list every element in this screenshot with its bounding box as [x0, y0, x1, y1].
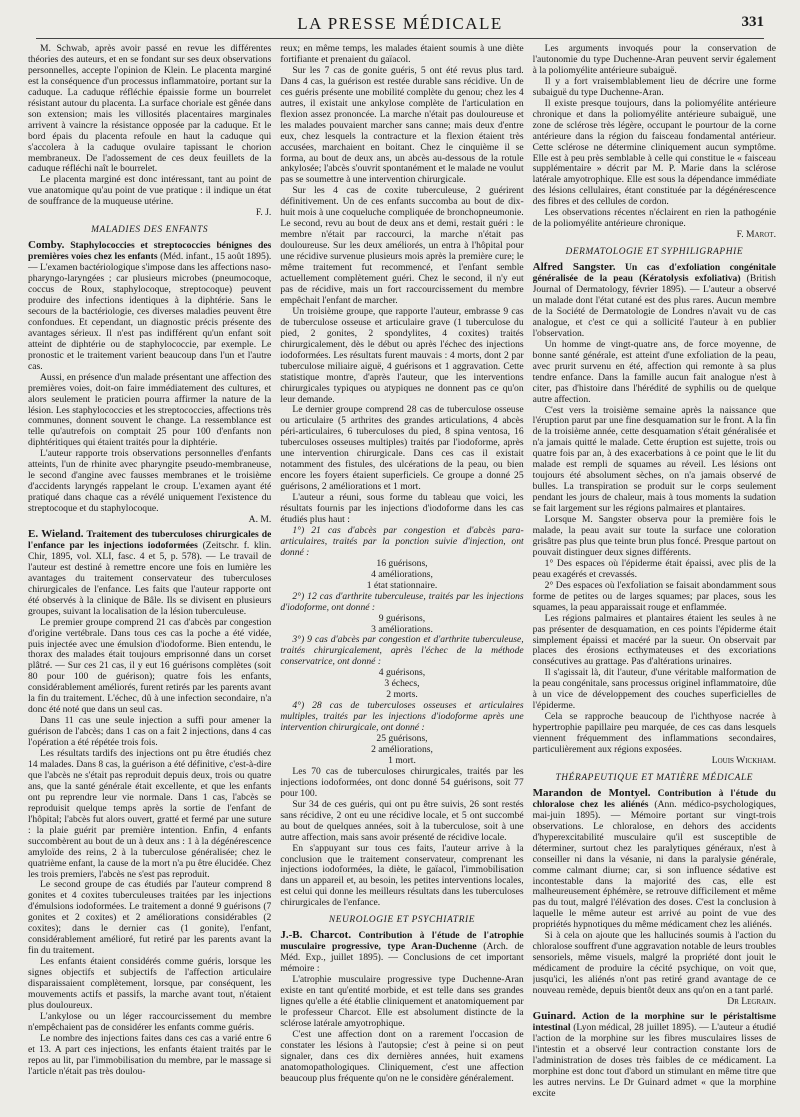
article-body: (Ann. médico-psychologiques, mai-juin 1895). — Mémoire portant sur vingt-trois observations. Le chloralose, en dehors des accidents d'hyperexcitabilité musculaire qu'il est susceptible de déterminer, surtout chez les paralytiques généraux, n'est à conseiller ni dans la vésanie, ni dans la paralysie générale, comme calmant diurne; car, si son influence sédative est incontestable dans la majorité des cas, elle est malheureusement éphémère, se retrouve difficilement et même pas du tout, malgré l'élévation des doses. C'est la conclusion à laquelle le même auteur est arrivé au point de vue des propriétés hypnotiques du même médicament chez les aliénés. — [532, 798, 776, 931]
paragraph: Les arguments invoqués pour la conservation de l'autonomie du type Duchenne-Aran peuvent servir également à la poliomyélite antérieure subaiguë. — [532, 44, 776, 76]
section-heading: DERMATOLOGIE ET SYPHILIGRAPHIE — [565, 247, 744, 258]
article-title: Action de la morphine sur le péristaltisme intestinal — [532, 1010, 776, 1033]
article-lead — [280, 930, 523, 975]
list-result: 1 mort. — [388, 754, 416, 766]
paragraph: Les enfants étaient considérés comme guéris, lorsque les signes objectifs et subjectifs de l'affection articulaire disparaissaient complètement, lorsque, par conséquent, les mouvements actifs et passifs, la marche avant tout, n'étaient plus douloureux. — [28, 956, 272, 1011]
paragraph: Dans 11 cas une seule injection a suffi pour amener la guérison de l'abcès; dans 1 cas on a fait 2 injections, dans 4 cas l'opération a été répétée trois fois. — [28, 715, 272, 749]
paragraph: Un homme de vingt-quatre ans, de force moyenne, de bonne santé générale, est atteint d'une exfoliation de la peau, avec prurit survenu en été, affection qui remonte à sa plus tendre enfance. Dans la famille aucun fait analogue n'est à citer, pas d'histoire dans l'hérédité de syphilis ou de quelque autre affection. — [532, 338, 776, 405]
journal-title: LA PRESSE MÉDICALE — [297, 14, 503, 33]
paragraph: 2° Des espaces où l'exfoliation se faisait abondamment sous forme de petites ou de larges squames; par places, sous les squames, la peau apparaissait rouge et enflammée. — [532, 579, 776, 613]
article-title: Staphylococcies et streptococcies bénignes des premières voies chez les enfants — [28, 240, 272, 263]
section-heading: THÉRAPEUTIQUE ET MATIÈRE MÉDICALE — [555, 772, 754, 783]
list-item-text: 2°) 12 cas d'arthrite tuberculeuse, traités par les injections d'iodoforme, ont donné : — [280, 590, 524, 613]
paragraph: Cela se rapproche beaucoup de l'ichthyose nacrée à hypertrophie papillaire peu marquée, de ces cas dans lesquels viennent fréquemment des inflammations secondaires, particulièrement aux régions exposées. — [532, 711, 776, 756]
list-item-text: 3°) 9 cas d'abcès par congestion et d'arthrite tuberculeuse, traités chirurgicalement, après l'échec de la méthode conservatrice, ont donné : — [280, 634, 524, 668]
paragraph: Un troisième groupe, que rapporte l'auteur, embrasse 9 cas de tuberculose osseuse et articulaire grave (1 tuberculose du pied, 2 gonites, 2 spondylites, 4 coxites) traités chirurgicalement, dès le début ou après l'échec des injections iodoformées. Les résultats furent mauvais : 4 morts, dont 2 par tuberculose miliaire aiguë, 4 guérisons et 1 aggravation. Cette statistique montre, d'après l'auteur, que les interventions chirurgicales typiques ou atypiques ne donnent pas ce qu'on leur demande. — [280, 305, 524, 405]
article-lead — [533, 1011, 776, 1100]
list-result: 4 améliorations, — [371, 568, 433, 580]
article-lead — [28, 529, 271, 618]
list-result: 4 guérisons, — [378, 667, 426, 679]
paragraph: Il s'agissait là, dit l'auteur, d'une véritable malformation de la peau congénitale, sans processus originel inflammatoire, dûe à un vice de développement des couches superficielles de l'épiderme. — [532, 667, 776, 712]
paragraph: Le placenta marginé est donc intéressant, tant au point de vue anatomique qu'au point de vue pratique : il indique un état de souffrance de la muqueuse utérine. — [28, 174, 272, 208]
paragraph: Aussi, en présence d'un malade présentant une affection des premières voies, doit-on faire immédiatement des cultures, et alors seulement le praticien pourra affirmer la nature de la lésion. Les staphylococcies et les streptococcies, affections très communes, donnent souvent le change. La ressemblance est telle qu'autrefois on comptait 25 pour 100 d'enfants non diphtéritiques qui étaient traités pour la diphtérie. — [28, 371, 272, 449]
list-item — [280, 592, 523, 614]
article-body: (Arch. de Méd. Exp., juillet 1895). — Conclusions de cet important mémoire : — [280, 941, 524, 975]
paragraph: 1° Des espaces où l'épiderme était épaissi, avec plis de la peau exagérés et crevassés. — [532, 557, 776, 580]
signature: A. M. — [248, 514, 272, 526]
list-result: 2 améliorations, — [371, 744, 433, 755]
paragraph: Le premier groupe comprend 21 cas d'abcès par congestion d'origine vertébrale. Dans tous ces cas la poche a été vidée, puis injectée avec une émulsion d'iodoforme. Bien entendu, le thorax des malades était toujours emprisonné dans un corset plâtré. — Sur ces 21 cas, il y eut 16 guérisons complètes (soit 80 pour 100 de guérison); quatre fois les enfants, considérablement améliorés, furent retirés par les parents avant la fin du traitement. L'échec, dû à une infection secondaire, n'a donc été noté que dans un seul cas. — [28, 616, 272, 716]
list-result: 25 guérisons, — [376, 733, 428, 745]
paragraph: C'est une affection dont on a rarement l'occasion de constater les lésions à l'autopsie; c'est à peine si on peut signaler, dans ces dix dernières années, huit examens anatomopathologiques. Cliniquement, c'est une affection beaucoup plus fréquente qu'on ne le considère généralement. — [280, 1028, 524, 1084]
article-body: (British Journal of Dermatology, février 1895). — L'auteur a observé un malade dont l'état cutané est des plus rares. Aucun membre de la Société de Dermatologie de Londres n'avait vu de cas analogue, et c'est ce qui a sollicité l'auteur à en publier l'observation. — [532, 273, 776, 339]
paragraph: Les observations récentes n'éclairent en rien la pathogénie de la poliomyélite antérieure chronique. — [532, 207, 776, 230]
section-heading: MALADIES DES ENFANTS — [91, 225, 209, 236]
list-item-text: 4°) 28 cas de tuberculoses osseuses et articulaires multiples, traités par les injections d'iodoforme après une intervention chirurgicale, ont donné : — [280, 700, 524, 734]
signature: F. J. — [255, 207, 272, 219]
paragraph: Le second groupe de cas étudiés par l'auteur comprend 8 gonites et 4 coxites tuberculeuses traitées par les injections d'émulsions iodoformées. Le traitement a donné 9 guérisons (7 gonites et 2 coxites) et 2 améliorations considérables (2 coxites); dans le dernier cas (1 gonite), l'enfant, considérablement amélioré, fut retiré par les parents avant la fin du traitement. — [28, 879, 272, 957]
paragraph: Les 70 cas de tuberculoses chirurgicales, traités par les injections iodoformées, ont donc donné 54 guérisons, soit 77 pour 100. — [280, 765, 524, 799]
article-body: (Lyon médical, 28 juillet 1895). — L'auteur a étudié l'action de la morphine sur les fibres musculaires lisses de l'intestin et a observé leur contraction constante lors de l'administration de doses très faibles de ce médicament. La morphine est donc tout d'abord un stimulant en même titre que les autres nervins. Le Dr Guinard admet « que la morphine excite — [532, 1021, 776, 1099]
article-title: Un cas d'exfoliation congénitale généralisée de la peau (Kératolysis exfoliativa) — [532, 262, 776, 285]
article-author: E. Wieland. — [28, 527, 84, 540]
list-result: 2 morts. — [386, 689, 418, 701]
paragraph: Si à cela on ajoute que les hallucinés soumis à l'action du chloralose souffrent d'une aggravation notable de leurs troubles sensoriels, même visuels, malgré la propriété dont jouit le médicament de produire la cécité psychique, on voit que, jusqu'ici, les aliénés n'ont pas retiré grand avantage de ce nouveau remède, depuis bientôt deux ans qu'on en a tant parlé. — [532, 930, 776, 997]
article-lead — [533, 788, 776, 931]
article-title: Contribution à l'étude du chloralose chez les aliénés — [532, 787, 776, 810]
article-author: Comby. — [28, 239, 65, 252]
article-body: (Méd. infant., 15 août 1895). — L'examen bactériologique s'impose dans les affections naso-pharyngo-laryngées ; car plusieurs microbes (pneumocoque, coccus de Roux, staphylocoque, streptocoque) peuvent produire des infections identiques à la diphtérie. Sans le secours de la bactériologie, ces diverses maladies peuvent être confondues. Et cependant, un diagnostic précis présente des avantages sérieux. Il n'est pas indifférent qu'un enfant soit atteint de diphtérie ou de staphylococcie, par exemple. Le pronostic et le traitement varient beaucoup dans l'un et l'autre cas. — [28, 251, 272, 372]
signature: F. Marot. — [736, 229, 776, 241]
paragraph: reux; en même temps, les malades étaient soumis à une diète fortifiante et prenaient du gaïacol. — [280, 44, 524, 65]
list-result: 3 échecs, — [384, 678, 420, 690]
paragraph: L'ankylose ou un léger raccourcissement du membre n'empêchaient pas de considérer les enfants comme guéris. — [28, 1010, 272, 1033]
column-3 — [533, 44, 776, 1109]
paragraph: L'atrophie musculaire progressive type Duchenne-Aran existe en tant qu'entité morbide, et est telle dans ses grandes lignes qu'elle a été établie cliniquement et anatomiquement par le professeur Charcot. Elle est absolument distincte de la sclérose latérale amyotrophique. — [280, 974, 524, 1029]
article-title: Traitement des tuberculoses chirurgicales de l'enfance par les injections iodoformées — [28, 528, 272, 551]
list-item — [280, 526, 523, 559]
column-2 — [280, 44, 523, 1109]
list-item — [280, 701, 523, 734]
paragraph: Le nombre des injections faites dans ces cas a varié entre 6 et 13. A part ces injections, les enfants étaient traités par le repos au lit, par l'immobilisation du membre, par le massage si l'article n'était pas très doulou- — [28, 1032, 272, 1077]
paragraph: Lorsque M. Sangster observa pour la première fois le malade, la peau avait sur toute la surface une coloration grisâtre pas plus que teinte brun plus foncé. Presque partout on pouvait distinguer deux signes différents. — [532, 514, 776, 558]
signature: Dr Legrain. — [727, 996, 776, 1008]
article-lead — [533, 262, 776, 340]
list-result: 1 état stationnaire. — [366, 579, 438, 591]
page-header — [36, 12, 764, 39]
paragraph: Il y a fort vraisemblablement lieu de décrire une forme subaiguë du type Duchenne-Aran. — [532, 75, 776, 98]
article-title: Contribution à l'étude de l'atrophie musculaire progressive, type Aran-Duchenne — [280, 930, 524, 953]
paragraph: M. Schwab, après avoir passé en revue les différentes théories des auteurs, et en se fondant sur ses deux observations personnelles, accepte l'opinion de Klein. Le placenta marginé est la conséquence d'un processus inflammatoire, portant sur la caduque. La caduque réfléchie épaissie forme un bourrelet résistant autour du placenta. La surface choriale est gênée dans son extension; mais les villosités placentaires marginales arrivent à vaincre la résistance opposée par la caduque. Et le bord épais du placenta refoule en haut la caduque qui s'accolera à la caduque ovulaire tapissant le chorion membraneux. De l'adossement de ces deux feuillets de la caduque réfléchi naît le bourrelet. — [28, 44, 272, 175]
paragraph: En s'appuyant sur tous ces faits, l'auteur arrive à la conclusion que le traitement conservateur, comprenant les injections iodoformées, la diète, le gaïacol, l'immobilisation dans un appareil et, au besoin, les petites interventions locales, est celui qui donne les meilleurs résultats dans les tuberculoses chirurgicales de l'enfance. — [280, 842, 524, 909]
list-result: 3 améliorations. — [371, 623, 433, 635]
article-author: Guinard. — [532, 1009, 576, 1022]
paragraph: L'auteur rapporte trois observations personnelles d'enfants atteints, l'un de rhinite avec pharyngite pseudo-membraneuse, le second d'angine avec fausses membranes et le troisième d'accidents laryngés rappelant le croup. L'examen ayant été pratiqué dans chaque cas a révélé uniquement l'existence du streptocoque et du staphylocoque. — [28, 448, 272, 515]
article-author: Alfred Sangster. — [532, 261, 616, 274]
article-body: (Zeitschr. f. klin. Chir, 1895, vol. XLI, fasc. 4 et 5, p. 578). — Le travail de l'auteur est destiné à remettre encore une fois en lumière les avantages du traitement conservateur des tuberculoses chirurgicales de l'enfance. Les faits que l'auteur rapporte ont été observés à la clinique de Bâle. Ils se divisent en plusieurs groupes, suivant la localisation de la lésion tuberculeuse. — [28, 539, 272, 617]
section-heading: NEUROLOGIE ET PSYCHIATRIE — [328, 915, 476, 926]
list-result: 16 guérisons, — [376, 557, 428, 569]
paragraph: Sur les 7 cas de gonite guéris, 5 ont été revus plus tard. Dans 4 cas, la guérison est restée durable sans récidive. Un de ces guéris présente une mobilité complète du genou; chez les 4 autres, il existait une ankylose complète de l'articulation en flexion assez prononcée. La marche n'était pas douloureuse et les malades pouvaient marcher sans canne; mais deux d'entre eux, chez lesquels la contracture et la flexion étaient très accusées, marchaient en boitant. Chez le cinquième il se forma, au bout de deux ans, un abcès au-dessous de la rotule ankylosée; l'abcès s'ouvrit spontanément et le malade ne voulut pas se soumettre à une intervention chirurgicale. — [280, 64, 524, 186]
article-author: J.-B. Charcot. — [280, 929, 352, 942]
paragraph: Les régions palmaires et plantaires étaient les seules à ne pas présenter de desquamation, en ces points l'épiderme était simplement épaissi et macéré par la sueur. On observait par places des érosions ecthymateuses et des excoriations consécutives au grattage. Pas d'altérations urinaires. — [532, 612, 776, 668]
article-author: Marandon de Montyel. — [532, 786, 651, 799]
paragraph: Sur les 4 cas de coxite tuberculeuse, 2 guérirent définitivement. Un de ces enfants succomba au bout de dix-huit mois à une coqueluche compliquée de bronchopneumonie. Le second, revu au bout de deux ans et demi, restait guéri : le membre n'était par raccourci, la marche n'était pas douloureuse. Sur les deux améliorés, un entra à l'hôpital pour une récidive survenue plusieurs mois après la première cure; le même traitement fut recommencé, et l'enfant semble actuellement complètement guéri. Chez le second, il n'y eut pas de récidive, mais un fort raccourcissement du membre empêchait l'enfant de marcher. — [280, 185, 524, 306]
page-number: 331 — [741, 14, 764, 30]
paragraph: Les résultats tardifs des injections ont pu être étudiés chez 14 malades. Dans 8 cas, la guérison a été définitive, c'est-à-dire que l'abcès ne s'était pas reproduit depuis deux, trois ou quatre ans, que la santé générale était excellente, et que les enfants ont pu reprendre leur vie normale. Dans 1 cas, l'abcès se reproduisit quelque temps après la sortie de l'enfant de l'hôpital; l'abcès fut alors ouvert, gratté et fermé par une suture : la plaie guérit par première intention. Enfin, 4 enfants succombèrent au bout de un à deux ans : 1 à la dégénérescence amyloïde des reins, 2 à la tuberculose généralisée; chez le quatrième enfant, la cause de la mort n'a pu être élucidée. Chez les trois premiers, l'abcès ne s'est pas reproduit. — [28, 748, 272, 880]
paragraph: Le dernier groupe comprend 28 cas de tuberculose osseuse ou articulaire (5 arthrites des grandes articulations, 4 abcès péri-articulaires, 6 tuberculoses du pied, 8 spina ventosa, 16 tuberculoses osseuses multiples) traités par l'iodoforme, après une intervention chirurgicale. Dans ces cas il existait notamment des fistules, des ulcérations de la peau, ou bien encore les foyers étaient superficiels. Ce groupe a donné 25 guérisons, 2 améliorations et 1 mort. — [280, 404, 524, 493]
article-columns — [28, 44, 776, 1109]
list-item — [280, 635, 523, 668]
paragraph: C'est vers la troisième semaine après la naissance que l'éruption parut par une fine desquamation sur le front. A la fin de la troisième année, cette desquamation s'était généralisée et n'a jamais quitté le malade. Cette éruption est sujette, trois ou quatre fois par an, à des exacerbations à ce point que le lit du malade est rempli de squames au réveil. Les lésions ont toujours été absolument sèches, on n'a jamais observé de bulles. La transpiration se produit sur le corps seulement pendant les jours de chaleur, mais à tous moments la sudation se fait largement sur les régions palmaires et plantaires. — [532, 404, 776, 515]
list-item-text: 1°) 21 cas d'abcès par congestion et d'abcès para-articulaires, traités par la ponction suivie d'injection, ont donné : — [280, 524, 524, 558]
column-1 — [28, 44, 271, 1109]
signature: Louis Wickham. — [711, 755, 776, 766]
article-lead — [28, 240, 271, 372]
paragraph: Il existe presque toujours, dans la poliomyélite antérieure chronique et dans la poliomyélite antérieure subaiguë, une zone de sclérose très légère, occupant le pourtour de la corne antérieure dans la région du faisceau fondamental antérieur. Cette sclérose ne détermine cliniquement aucun symptôme. Elle est à peu près semblable à celle qui constitue le « faisceau supplémentaire » décrit par M. P. Marie dans la sclérose latérale amyotrophique. Elle est sous la dépendance immédiate des lésions cellulaires, étant constituée par la dégénérescence des fibres et des cellules de cordon. — [532, 97, 776, 208]
paragraph: Sur 34 de ces guéris, qui ont pu être suivis, 26 sont restés sans récidive, 2 ont eu une récidive locale, et 5 ont succombé au bout de quelques années, soit à la tuberculose, soit à une autre affection, mais sans avoir présenté de récidive locale. — [280, 798, 524, 843]
list-result: 9 guérisons, — [378, 612, 426, 624]
paragraph: L'auteur a réuni, sous forme du tableau que voici, les résultats fournis par les injections d'iodoforme dans les cas étudiés plus haut : — [280, 492, 524, 525]
